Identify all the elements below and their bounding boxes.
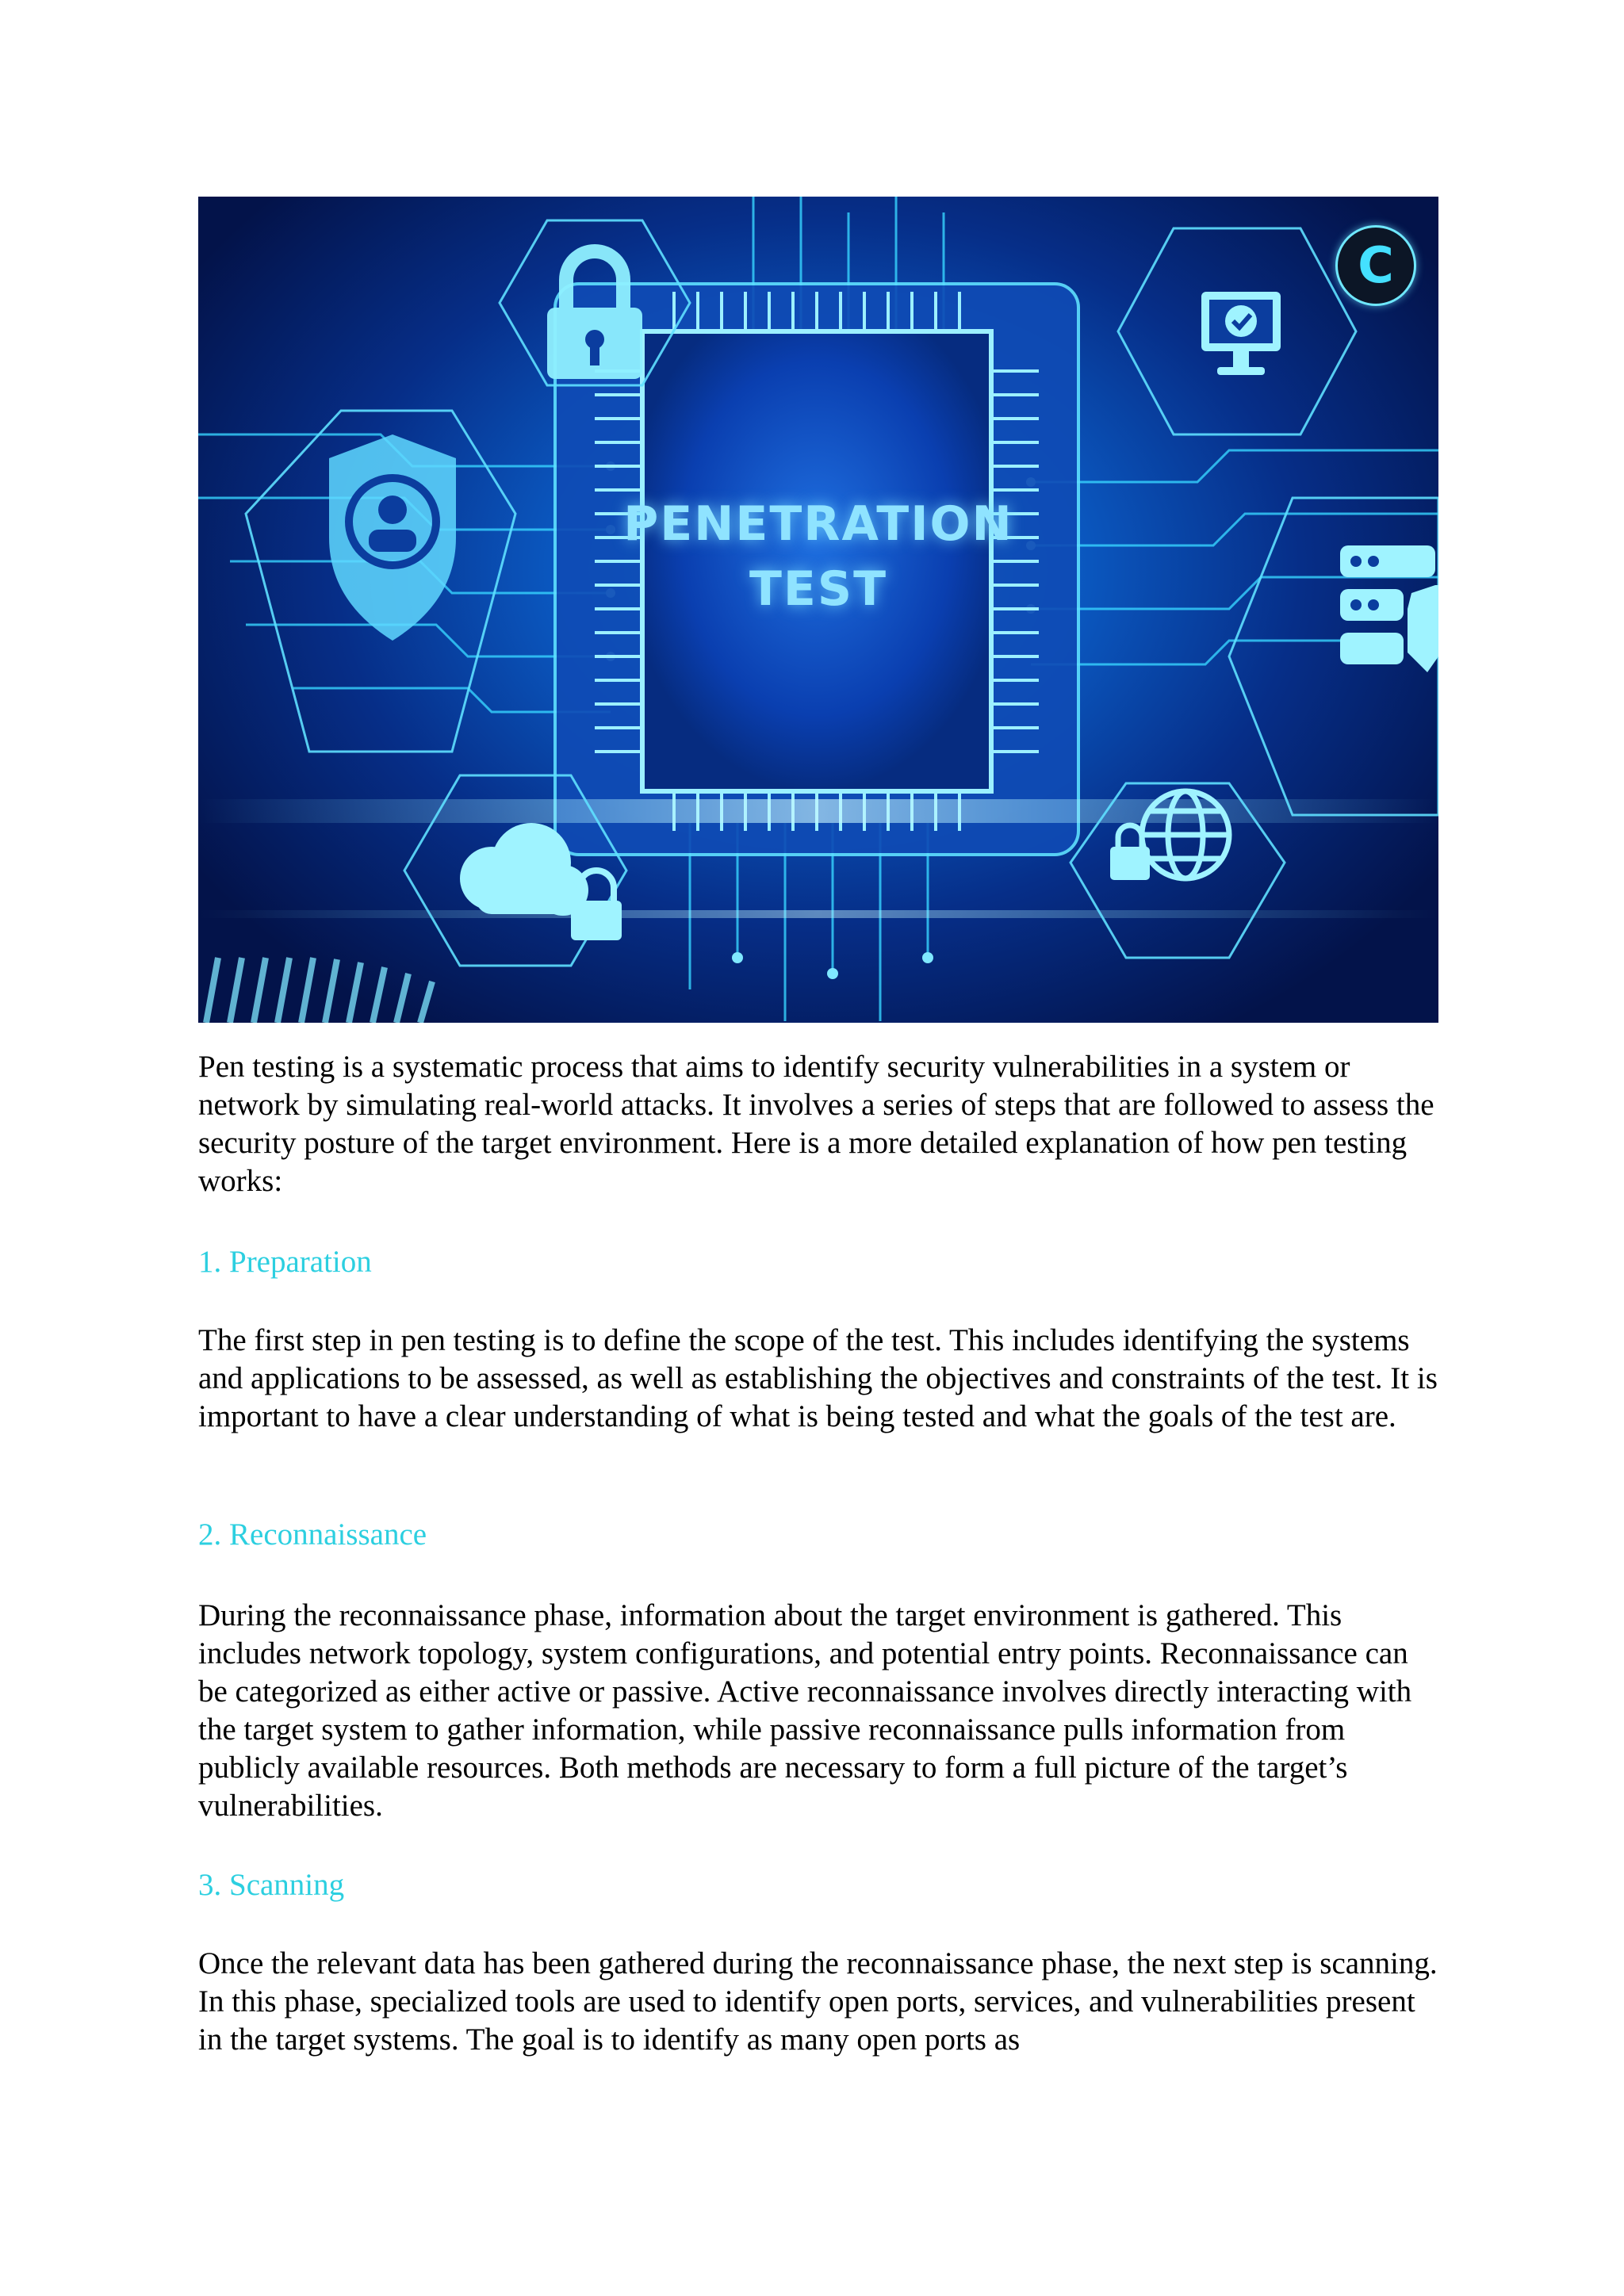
penetration-test-hero-image bbox=[198, 197, 1438, 1023]
hero-title-line1: PENETRATION bbox=[623, 496, 1013, 552]
padlock-icon bbox=[547, 244, 642, 379]
hero-title-line2: TEST bbox=[749, 561, 888, 617]
monitor-check-icon bbox=[1201, 292, 1281, 375]
section-heading-scanning: 3. Scanning bbox=[198, 1868, 345, 1902]
intro-paragraph: Pen testing is a systematic process that aims to identify security vulnerabilities in a system or network by simulating real-world attacks. It involves a series of steps that are followed to assess the security posture of the target environment. Here is a more detailed explanation of how pen testing works: bbox=[198, 1050, 1434, 1198]
section-heading-reconnaissance: 2. Reconnaissance bbox=[198, 1517, 427, 1552]
brand-logo-letter: C bbox=[1358, 236, 1394, 294]
section-heading-preparation: 1. Preparation bbox=[198, 1245, 372, 1279]
section-body-reconnaissance: During the reconnaissance phase, information about the target environment is gathered. This includes network topology, system configurations, and potential entry points. Reconnaissance can be categorized as either active or passive. Active reconnaissance involves directly interacting with the target system to gather information, while passive reconnaissance pulls information from publicly available resources. Both methods are necessary to form a full picture of the target’s vulnerabilities. bbox=[198, 1598, 1412, 1823]
section-body-scanning: Once the relevant data has been gathered during the reconnaissance phase, the next step is scanning. In this phase, specialized tools are used to identify open ports, services, and vulnerabilities present in the target systems. The goal is to identify as many open ports as bbox=[198, 1946, 1438, 2057]
section-body-preparation: The first step in pen testing is to define the scope of the test. This includes identifying the systems and applications to be assessed, as well as establishing the objectives and constraints of the test. It is important to have a clear understanding of what is being tested and what the goals of the test are. bbox=[198, 1323, 1438, 1433]
brand-logo bbox=[1335, 225, 1416, 306]
